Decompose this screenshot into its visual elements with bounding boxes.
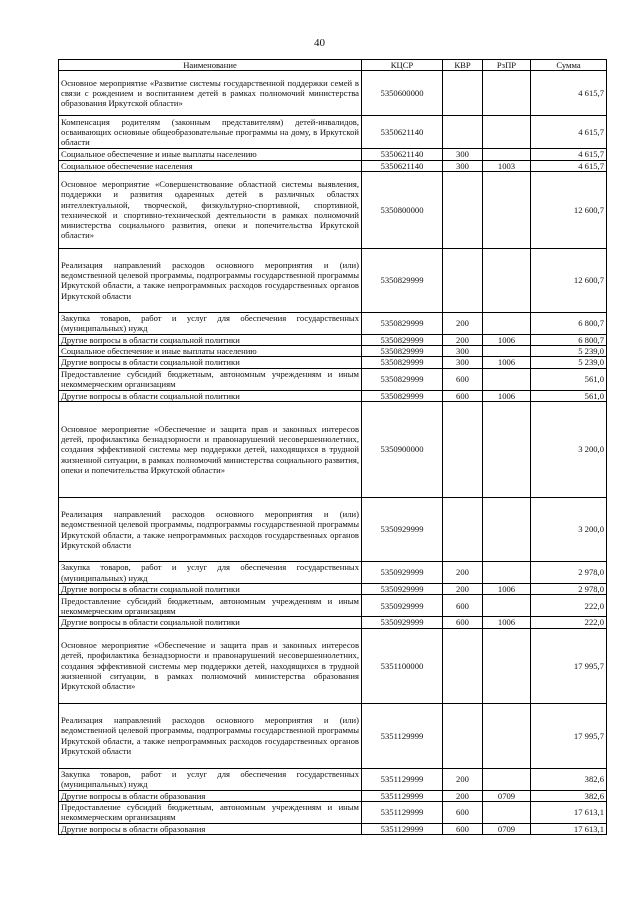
cell-sum: 4 615,7 <box>531 149 607 160</box>
cell-name: Предоставление субсидий бюджетным, автономным учреждениям и иным некоммерческим организациям <box>59 368 362 390</box>
cell-kvr <box>443 171 483 248</box>
header-name: Наименование <box>59 60 362 71</box>
cell-rzpr: 1006 <box>483 357 531 368</box>
cell-kcsr: 5351129999 <box>362 703 443 768</box>
cell-kvr <box>443 71 483 116</box>
cell-rzpr: 1006 <box>483 390 531 401</box>
cell-kvr: 300 <box>443 149 483 160</box>
table-row <box>59 617 607 628</box>
cell-kvr <box>443 703 483 768</box>
cell-kcsr: 5350829999 <box>362 390 443 401</box>
table-body <box>59 71 607 835</box>
cell-sum: 561,0 <box>531 368 607 390</box>
cell-sum: 222,0 <box>531 595 607 617</box>
cell-name: Основное мероприятие «Развитие системы государственной поддержки семей в связи с рождением и воспитанием детей в рамках полномочий министерства образования Иркутской области» <box>59 71 362 116</box>
cell-sum: 17 613,1 <box>531 801 607 823</box>
cell-kcsr: 5351129999 <box>362 790 443 801</box>
cell-kcsr: 5350929999 <box>362 562 443 584</box>
cell-kcsr: 5350929999 <box>362 617 443 628</box>
cell-kcsr: 5350829999 <box>362 346 443 357</box>
cell-kvr: 600 <box>443 390 483 401</box>
cell-rzpr <box>483 498 531 562</box>
cell-sum: 6 800,7 <box>531 312 607 334</box>
cell-sum: 382,6 <box>531 790 607 801</box>
cell-rzpr <box>483 562 531 584</box>
cell-rzpr <box>483 595 531 617</box>
table-row <box>59 562 607 584</box>
header-kcsr: КЦСР <box>362 60 443 71</box>
cell-rzpr <box>483 149 531 160</box>
cell-name: Закупка товаров, работ и услуг для обеспечения государственных (муниципальных) нужд <box>59 562 362 584</box>
cell-sum: 12 600,7 <box>531 171 607 248</box>
cell-kvr: 600 <box>443 595 483 617</box>
table-row <box>59 248 607 312</box>
cell-rzpr <box>483 628 531 703</box>
header-rzpr: РзПР <box>483 60 531 71</box>
cell-rzpr: 1006 <box>483 334 531 345</box>
cell-kvr: 600 <box>443 801 483 823</box>
cell-rzpr: 0709 <box>483 790 531 801</box>
cell-kvr: 200 <box>443 584 483 595</box>
table-row <box>59 312 607 334</box>
cell-kvr: 300 <box>443 357 483 368</box>
table-row <box>59 390 607 401</box>
cell-sum: 3 200,0 <box>531 402 607 498</box>
table-row <box>59 71 607 116</box>
cell-sum: 5 239,0 <box>531 346 607 357</box>
cell-sum: 17 995,7 <box>531 703 607 768</box>
cell-kvr: 200 <box>443 790 483 801</box>
cell-kcsr: 5351129999 <box>362 801 443 823</box>
cell-rzpr <box>483 801 531 823</box>
cell-sum: 222,0 <box>531 617 607 628</box>
cell-rzpr <box>483 346 531 357</box>
cell-rzpr <box>483 368 531 390</box>
table-row <box>59 402 607 498</box>
cell-name: Другие вопросы в области социальной политики <box>59 334 362 345</box>
cell-kvr: 200 <box>443 562 483 584</box>
cell-name: Социальное обеспечение населения <box>59 160 362 171</box>
cell-kcsr: 5350929999 <box>362 498 443 562</box>
cell-kcsr: 5350829999 <box>362 312 443 334</box>
table-row <box>59 823 607 834</box>
cell-rzpr <box>483 703 531 768</box>
cell-rzpr <box>483 312 531 334</box>
cell-kvr: 300 <box>443 160 483 171</box>
table-row <box>59 171 607 248</box>
cell-name: Основное мероприятие «Совершенствование областной системы выявления, поддержки и развития одаренных детей в различных областях интеллектуальной, творческой, физкультурно-спортивной, спортивной, технической и спортивно-технической деятельности в рамках полномочий министерства социального развития, опеки и попечительства Иркутской области» <box>59 171 362 248</box>
cell-kcsr: 5350621140 <box>362 149 443 160</box>
header-sum: Сумма <box>531 60 607 71</box>
cell-rzpr <box>483 402 531 498</box>
cell-name: Предоставление субсидий бюджетным, автономным учреждениям и иным некоммерческим организациям <box>59 801 362 823</box>
table-row <box>59 595 607 617</box>
table-row <box>59 346 607 357</box>
table-row <box>59 768 607 790</box>
header-kvr: КВР <box>443 60 483 71</box>
table-row <box>59 628 607 703</box>
cell-kcsr: 5350600000 <box>362 71 443 116</box>
cell-name: Другие вопросы в области социальной политики <box>59 617 362 628</box>
cell-kcsr: 5351129999 <box>362 768 443 790</box>
cell-rzpr <box>483 171 531 248</box>
cell-sum: 12 600,7 <box>531 248 607 312</box>
cell-rzpr <box>483 248 531 312</box>
cell-sum: 17 995,7 <box>531 628 607 703</box>
cell-name: Другие вопросы в области социальной политики <box>59 584 362 595</box>
cell-kvr <box>443 498 483 562</box>
cell-sum: 382,6 <box>531 768 607 790</box>
cell-rzpr <box>483 116 531 149</box>
cell-kvr: 600 <box>443 617 483 628</box>
cell-name: Другие вопросы в области социальной политики <box>59 357 362 368</box>
table-row <box>59 801 607 823</box>
cell-name: Закупка товаров, работ и услуг для обеспечения государственных (муниципальных) нужд <box>59 312 362 334</box>
cell-name: Основное мероприятие «Обеспечение и защита прав и законных интересов детей, профилактика безнадзорности и правонарушений несовершеннолетних, создания эффективной системы мер поддержки детей, находящихся в трудной жизненной ситуации, в рамках полномочий министерства социального развития, опеки и попечительства Иркутской области» <box>59 402 362 498</box>
cell-sum: 5 239,0 <box>531 357 607 368</box>
cell-rzpr <box>483 768 531 790</box>
cell-name: Предоставление субсидий бюджетным, автономным учреждениям и иным некоммерческим организациям <box>59 595 362 617</box>
table-row <box>59 790 607 801</box>
table-row <box>59 584 607 595</box>
cell-rzpr: 1006 <box>483 617 531 628</box>
cell-kvr: 600 <box>443 823 483 834</box>
table-row <box>59 116 607 149</box>
cell-name: Другие вопросы в области социальной политики <box>59 390 362 401</box>
cell-kvr <box>443 248 483 312</box>
cell-name: Другие вопросы в области образования <box>59 823 362 834</box>
page-number: 40 <box>314 37 325 49</box>
table-row <box>59 149 607 160</box>
cell-kvr: 200 <box>443 768 483 790</box>
cell-rzpr <box>483 71 531 116</box>
cell-kcsr: 5351129999 <box>362 823 443 834</box>
cell-name: Реализация направлений расходов основного мероприятия и (или) ведомственной целевой программы, подпрограммы государственной программы Иркутской области, а также непрограммных расходов государственных органов Иркутской области <box>59 248 362 312</box>
cell-sum: 4 615,7 <box>531 116 607 149</box>
cell-kcsr: 5350929999 <box>362 595 443 617</box>
cell-kcsr: 5350829999 <box>362 248 443 312</box>
cell-kcsr: 5351100000 <box>362 628 443 703</box>
cell-kvr: 200 <box>443 312 483 334</box>
cell-sum: 17 613,1 <box>531 823 607 834</box>
table-row <box>59 334 607 345</box>
cell-name: Социальное обеспечение и иные выплаты населению <box>59 149 362 160</box>
cell-kcsr: 5350621140 <box>362 116 443 149</box>
cell-sum: 561,0 <box>531 390 607 401</box>
cell-kvr <box>443 628 483 703</box>
cell-name: Другие вопросы в области образования <box>59 790 362 801</box>
cell-kvr <box>443 116 483 149</box>
cell-name: Социальное обеспечение и иные выплаты населению <box>59 346 362 357</box>
budget-table <box>58 59 607 835</box>
cell-kcsr: 5350829999 <box>362 357 443 368</box>
cell-name: Реализация направлений расходов основного мероприятия и (или) ведомственной целевой программы, подпрограммы государственной программы Иркутской области, а также непрограммных расходов государственных органов Иркутской области <box>59 498 362 562</box>
table-header-row <box>59 60 607 71</box>
cell-sum: 4 615,7 <box>531 71 607 116</box>
cell-sum: 4 615,7 <box>531 160 607 171</box>
cell-kcsr: 5350900000 <box>362 402 443 498</box>
cell-sum: 3 200,0 <box>531 498 607 562</box>
table-row <box>59 357 607 368</box>
cell-kvr: 300 <box>443 346 483 357</box>
cell-sum: 2 978,0 <box>531 584 607 595</box>
cell-kvr <box>443 402 483 498</box>
table-row <box>59 368 607 390</box>
cell-kvr: 600 <box>443 368 483 390</box>
cell-name: Закупка товаров, работ и услуг для обеспечения государственных (муниципальных) нужд <box>59 768 362 790</box>
cell-name: Реализация направлений расходов основного мероприятия и (или) ведомственной целевой программы, подпрограммы государственной программы Иркутской области, а также непрограммных расходов государственных органов Иркутской области <box>59 703 362 768</box>
cell-kvr: 200 <box>443 334 483 345</box>
cell-kcsr: 5350829999 <box>362 368 443 390</box>
cell-kcsr: 5350621140 <box>362 160 443 171</box>
cell-name: Основное мероприятие «Обеспечение и защита прав и законных интересов детей, профилактика безнадзорности и правонарушений несовершеннолетних, создания эффективной системы мер поддержки детей, находящихся в трудной жизненной ситуации, в рамках полномочий министерства образования Иркутской области» <box>59 628 362 703</box>
table-row <box>59 498 607 562</box>
cell-kcsr: 5350800000 <box>362 171 443 248</box>
table-row <box>59 703 607 768</box>
cell-rzpr: 1006 <box>483 584 531 595</box>
cell-rzpr: 1003 <box>483 160 531 171</box>
cell-kcsr: 5350929999 <box>362 584 443 595</box>
cell-kcsr: 5350829999 <box>362 334 443 345</box>
cell-sum: 2 978,0 <box>531 562 607 584</box>
cell-sum: 6 800,7 <box>531 334 607 345</box>
table-row <box>59 160 607 171</box>
cell-rzpr: 0709 <box>483 823 531 834</box>
cell-name: Компенсация родителям (законным представителям) детей-инвалидов, осваивающих основные общеобразовательные программы на дому, в Иркутской области <box>59 116 362 149</box>
